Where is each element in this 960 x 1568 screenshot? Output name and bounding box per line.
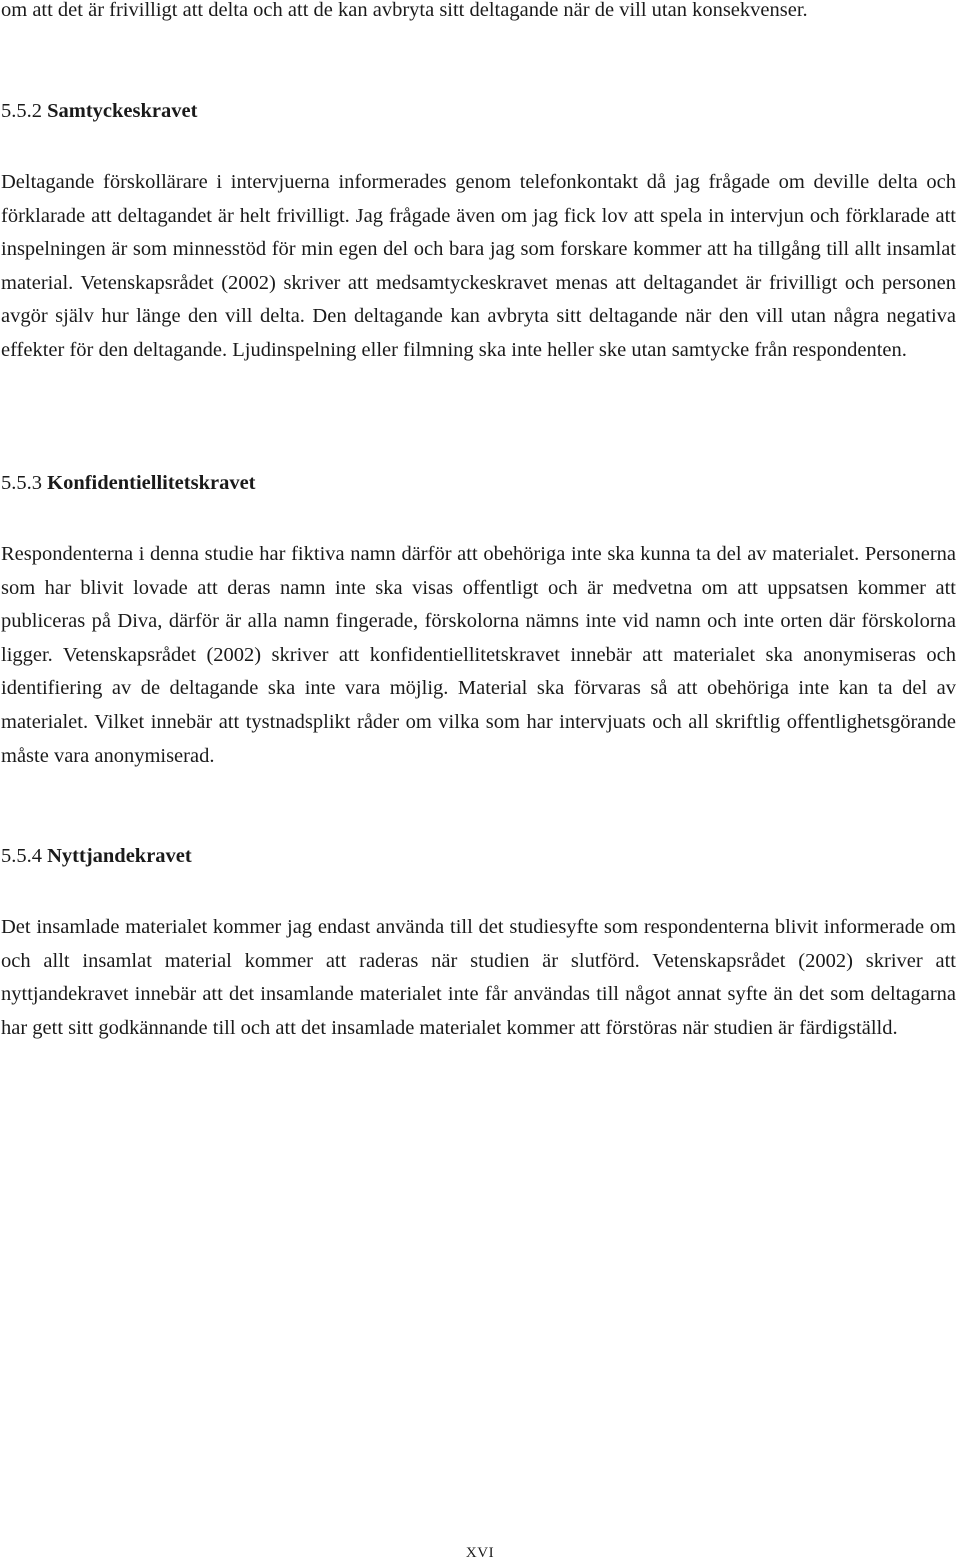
section-title: Nyttjandekravet: [47, 845, 192, 867]
page-number: XVI: [465, 1545, 495, 1561]
section-number: 5.5.3: [1, 472, 42, 494]
section-title: Konfidentiellitetskravet: [47, 472, 256, 494]
samtyckeskravet-paragraph: Deltagande förskollärare i intervjuerna informerades genom telefonkontakt då jag frågade om deville delta och förklarade att deltagandet är helt frivilligt. Jag frågade även om jag fick lov att spela in intervjun och förklarade att inspelningen är som minnesstöd för min egen del och bara jag som forskare kommer att ha tillgång till allt insamlat material. Vetenskapsrådet (2002) skriver att medsamtyckeskravet menas att deltagandet är frivilligt och personen avgör själv hur länge den vill delta. Den deltagande kan avbryta sitt deltagande när den vill utan några negativa effekter för den deltagande. Ljudinspelning eller filmning ska inte heller ske utan samtycke från respondenten.: [1, 171, 956, 361]
section-title: Samtyckeskravet: [47, 100, 198, 122]
section-number: 5.5.4: [1, 845, 42, 867]
konfidentiellitetskravet-paragraph: Respondenterna i denna studie har fiktiva namn därför att obehöriga inte ska kunna ta del av materialet. Personerna som har blivit lovade att deras namn inte ska visas offentligt och är medvetna om att uppsatsen kommer att publiceras på Diva, därför är alla namn fingerade, förskolorna nämns inte vid namn och inte orten där förskolorna ligger. Vetenskapsrådet (2002) skriver att konfidentiellitetskravet innebär att materialet ska anonymiseras och identifiering av de deltagande ska inte vara möjlig. Material ska förvaras så att obehöriga inte kan ta del av materialet. Vilket innebär att tystnadsplikt råder om vilka som har intervjuats och all skriftlig offentlighetsgörande måste vara anonymiserad.: [1, 543, 956, 767]
section-heading-samtyckeskravet: [1, 95, 956, 129]
section-heading-konfidentiellitetskravet: [1, 467, 956, 501]
section-number: 5.5.2: [1, 100, 42, 122]
nyttjandekravet-paragraph: Det insamlade materialet kommer jag endast använda till det studiesyfte som respondenterna blivit informerade om och allt insamlat material kommer att raderas när studien är slutförd. Vetenskapsrådet (2002) skriver att nyttjandekravet innebär att det insamlande materialet inte får användas till något annat syfte än det som deltagarna har gett sitt godkännande till och att det insamlade materialet kommer att förstöras när studien är färdigställd.: [1, 916, 956, 1039]
section-heading-nyttjandekravet: [1, 840, 956, 874]
intro-paragraph: om att det är frivilligt att delta och att de kan avbryta sitt deltagande när de vill utan konsekvenser.: [1, 0, 808, 21]
